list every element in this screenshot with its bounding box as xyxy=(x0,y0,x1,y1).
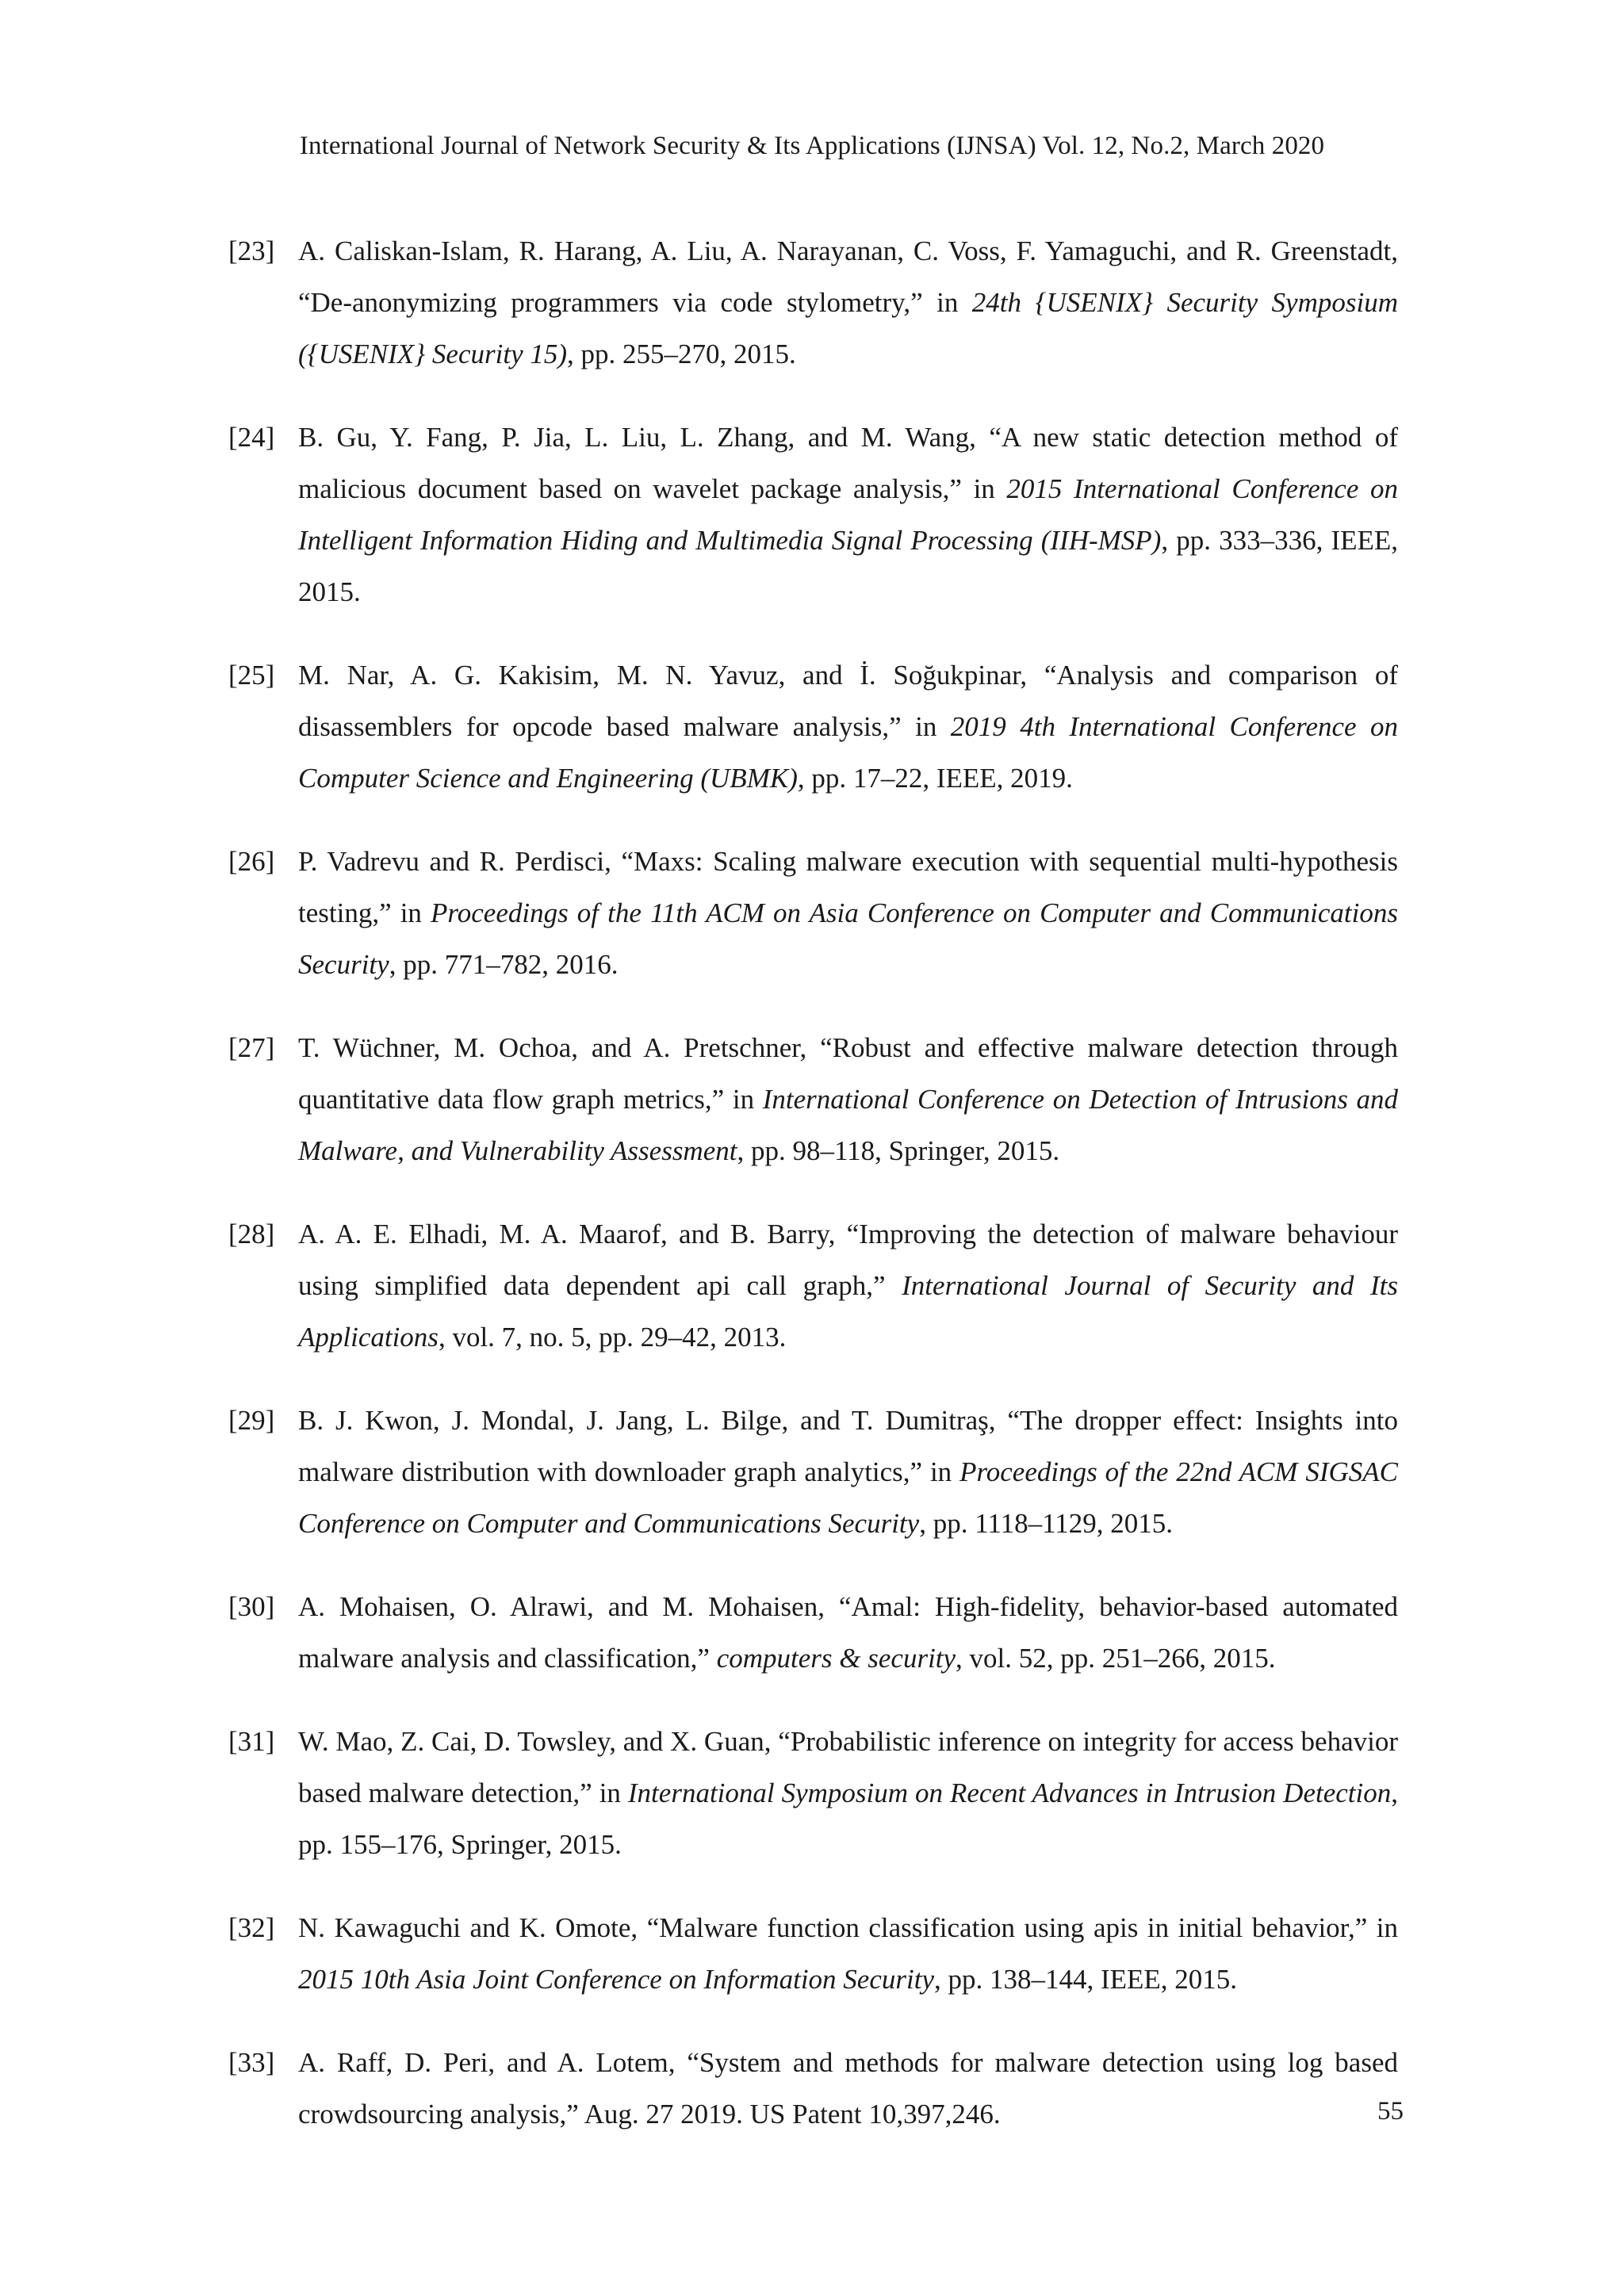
reference-text xyxy=(298,1716,1398,1870)
reference-authors-title: A. Caliskan-Islam, R. Harang, A. Liu, A. Narayanan, C. Voss, F. Yamaguchi, and R. Greenstadt, “De-anonymizing programmers via code stylometry,” in xyxy=(298,235,1398,318)
reference-venue: 2015 International Conference on Intelligent Information Hiding and Multimedia Signal Processing (IIH-MSP) xyxy=(298,473,1398,556)
reference-text xyxy=(298,225,1398,380)
reference-details: , pp. 1118–1129, 2015. xyxy=(919,1508,1174,1539)
reference-details: , pp. 17–22, IEEE, 2019. xyxy=(797,763,1073,794)
running-header: International Journal of Network Security & Its Applications (IJNSA) Vol. 12, No.2, March 2020 xyxy=(299,132,1325,160)
reference-number: [27] xyxy=(228,1032,275,1063)
reference-item-28 xyxy=(228,1208,1398,1363)
reference-venue: 2019 4th International Conference on Computer Science and Engineering (UBMK) xyxy=(298,711,1398,794)
reference-text xyxy=(298,1902,1398,2005)
reference-details: , pp. 138–144, IEEE, 2015. xyxy=(933,1964,1238,1995)
reference-text xyxy=(298,836,1398,990)
reference-venue: International Symposium on Recent Advances in Intrusion Detection xyxy=(627,1777,1392,1808)
reference-venue: 2015 10th Asia Joint Conference on Information Security xyxy=(298,1964,934,1995)
reference-item-24 xyxy=(228,411,1398,618)
reference-text xyxy=(298,411,1398,618)
reference-text xyxy=(298,2037,1398,2140)
reference-number: [30] xyxy=(228,1591,275,1622)
reference-text xyxy=(298,1208,1398,1363)
reference-item-23 xyxy=(228,225,1398,380)
reference-details: , vol. 7, no. 5, pp. 29–42, 2013. xyxy=(438,1322,787,1353)
reference-item-32 xyxy=(228,1902,1398,2005)
reference-authors-title: A. A. E. Elhadi, M. A. Maarof, and B. Barry, “Improving the detection of malware behaviour using simplified data dependent api call graph,” xyxy=(298,1219,1398,1301)
reference-text xyxy=(298,1581,1398,1684)
reference-venue: computers & security xyxy=(716,1643,956,1674)
reference-text xyxy=(298,1395,1398,1549)
reference-venue: Proceedings of the 11th ACM on Asia Conference on Computer and Communications Security xyxy=(298,897,1398,980)
reference-item-33 xyxy=(228,2037,1398,2140)
reference-number: [32] xyxy=(228,1912,275,1943)
reference-venue: International Journal of Security and Its Applications xyxy=(298,1270,1398,1353)
reference-item-30 xyxy=(228,1581,1398,1684)
reference-text xyxy=(298,1022,1398,1177)
reference-details: , vol. 52, pp. 251–266, 2015. xyxy=(956,1643,1276,1674)
reference-authors-title: P. Vadrevu and R. Perdisci, “Maxs: Scaling malware execution with sequential multi-hypothesis testing,” in xyxy=(298,846,1398,928)
reference-authors-title: A. Mohaisen, O. Alrawi, and M. Mohaisen, “Amal: High-fidelity, behavior-based automated malware analysis and classification,” xyxy=(298,1591,1398,1674)
page-number: 55 xyxy=(1377,2097,1404,2126)
reference-authors-title: M. Nar, A. G. Kakisim, M. N. Yavuz, and İ. Soğukpinar, “Analysis and comparison of disassemblers for opcode based malware analysis,” in xyxy=(298,660,1398,742)
reference-list xyxy=(228,225,1398,2172)
reference-number: [33] xyxy=(228,2047,275,2078)
reference-details: , pp. 98–118, Springer, 2015. xyxy=(737,1135,1060,1166)
reference-authors-title: W. Mao, Z. Cai, D. Towsley, and X. Guan, “Probabilistic inference on integrity for access behavior based malware detection,” in xyxy=(298,1726,1398,1808)
reference-text xyxy=(298,649,1398,804)
reference-item-26 xyxy=(228,836,1398,990)
reference-authors-title: T. Wüchner, M. Ochoa, and A. Pretschner, “Robust and effective malware detection through quantitative data flow graph metrics,” in xyxy=(298,1032,1398,1115)
reference-item-31 xyxy=(228,1716,1398,1870)
reference-authors-title: A. Raff, D. Peri, and A. Lotem, “System and methods for malware detection using log based crowdsourcing analysis,” Aug. 27 2019. US Patent 10,397,246. xyxy=(298,2047,1398,2130)
reference-authors-title: N. Kawaguchi and K. Omote, “Malware function classification using apis in initial behavior,” in xyxy=(298,1912,1398,1943)
reference-details: , pp. 255–270, 2015. xyxy=(567,339,796,369)
reference-number: [23] xyxy=(228,235,275,266)
reference-details: , pp. 771–782, 2016. xyxy=(389,949,619,980)
reference-details: , pp. 333–336, IEEE, 2015. xyxy=(298,525,1399,607)
reference-venue: International Conference on Detection of Intrusions and Malware, and Vulnerability Assessment xyxy=(298,1084,1398,1166)
reference-number: [26] xyxy=(228,846,275,877)
reference-number: [31] xyxy=(228,1726,275,1757)
reference-number: [29] xyxy=(228,1405,275,1436)
reference-number: [28] xyxy=(228,1219,275,1249)
reference-authors-title: B. Gu, Y. Fang, P. Jia, L. Liu, L. Zhang, and M. Wang, “A new static detection method of malicious document based on wavelet package analysis,” in xyxy=(298,422,1398,504)
reference-number: [24] xyxy=(228,422,275,453)
reference-authors-title: B. J. Kwon, J. Mondal, J. Jang, L. Bilge, and T. Dumitraş, “The dropper effect: Insights into malware distribution with downloader graph analytics,” in xyxy=(298,1405,1398,1487)
reference-number: [25] xyxy=(228,660,275,691)
reference-details: , pp. 155–176, Springer, 2015. xyxy=(298,1777,1398,1860)
reference-item-27 xyxy=(228,1022,1398,1177)
reference-item-29 xyxy=(228,1395,1398,1549)
reference-item-25 xyxy=(228,649,1398,804)
reference-venue: 24th {USENIX} Security Symposium ({USENIX} Security 15) xyxy=(298,287,1398,369)
reference-venue: Proceedings of the 22nd ACM SIGSAC Conference on Computer and Communications Security xyxy=(298,1456,1398,1539)
